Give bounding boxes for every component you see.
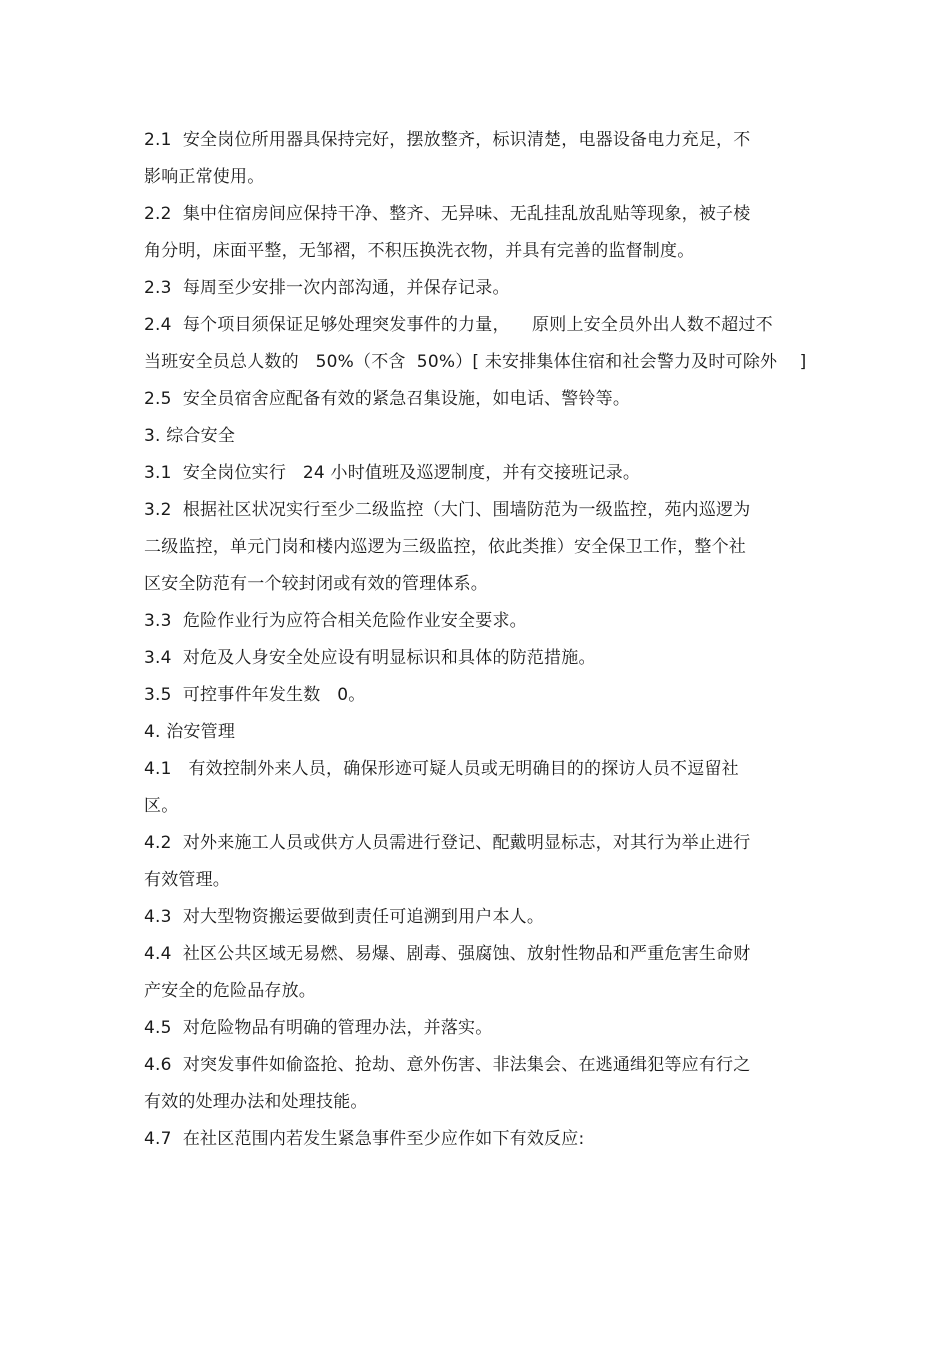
text-line: 3.2 根据社区状况实行至少二级监控（大门、围墙防范为一级监控，苑内巡逻为 [144, 500, 751, 520]
text-line: 产安全的危险品存放。 [144, 981, 316, 1001]
text-line: 二级监控，单元门岗和楼内巡逻为三级监控，依此类推）安全保卫工作，整个社 [144, 537, 746, 557]
text-line: 3.3 危险作业行为应符合相关危险作业安全要求。 [144, 611, 527, 631]
text-line: 3.1 安全岗位实行 24 小时值班及巡逻制度，并有交接班记录。 [144, 463, 641, 483]
text-line: 4.4 社区公共区域无易燃、易爆、剧毒、强腐蚀、放射性物品和严重危害生命财 [144, 944, 751, 964]
text-line: 2.3 每周至少安排一次内部沟通，并保存记录。 [144, 278, 510, 298]
text-line: 4.6 对突发事件如偷盗抢、抢劫、意外伤害、非法集会、在逃通缉犯等应有行之 [144, 1055, 751, 1075]
text-line: 4.5 对危险物品有明确的管理办法，并落实。 [144, 1018, 493, 1038]
text-line: 4.7 在社区范围内若发生紧急事件至少应作如下有效反应: [144, 1129, 585, 1149]
text-line: 有效管理。 [144, 870, 230, 890]
text-line: 4.2 对外来施工人员或供方人员需进行登记、配戴明显标志，对其行为举止进行 [144, 833, 751, 853]
text-line: 角分明，床面平整，无邹褶，不积压换洗衣物，并具有完善的监督制度。 [144, 241, 695, 261]
document-body [144, 126, 844, 1162]
section-heading: 3. 综合安全 [144, 426, 236, 446]
text-line: 4.3 对大型物资搬运要做到责任可追溯到用户本人。 [144, 907, 545, 927]
text-line: 区。 [144, 796, 179, 816]
text-line: 3.4 对危及人身安全处应设有明显标识和具体的防范措施。 [144, 648, 596, 668]
text-line: 2.2 集中住宿房间应保持干净、整齐、无异味、无乱挂乱放乱贴等现象，被子棱 [144, 204, 751, 224]
text-line: 2.4 每个项目须保证足够处理突发事件的力量， 原则上安全员外出人数不超过不 [144, 315, 773, 335]
text-line: 4.1 有效控制外来人员，确保形迹可疑人员或无明确目的的探访人员不逗留社 [144, 759, 739, 779]
text-line: 当班安全员总人数的 50%（不含 50%）[ 未安排集体住宿和社会警力及时可除外 ] [144, 352, 807, 372]
text-line: 3.5 可控事件年发生数 0。 [144, 685, 366, 705]
text-line: 2.1 安全岗位所用器具保持完好，摆放整齐，标识清楚，电器设备电力充足，不 [144, 130, 751, 150]
text-line: 影响正常使用。 [144, 167, 265, 187]
text-line: 区安全防范有一个较封闭或有效的管理体系。 [144, 574, 488, 594]
text-line: 2.5 安全员宿舍应配备有效的紧急召集设施，如电话、警铃等。 [144, 389, 631, 409]
text-line: 有效的处理办法和处理技能。 [144, 1092, 368, 1112]
section-heading: 4. 治安管理 [144, 722, 236, 742]
